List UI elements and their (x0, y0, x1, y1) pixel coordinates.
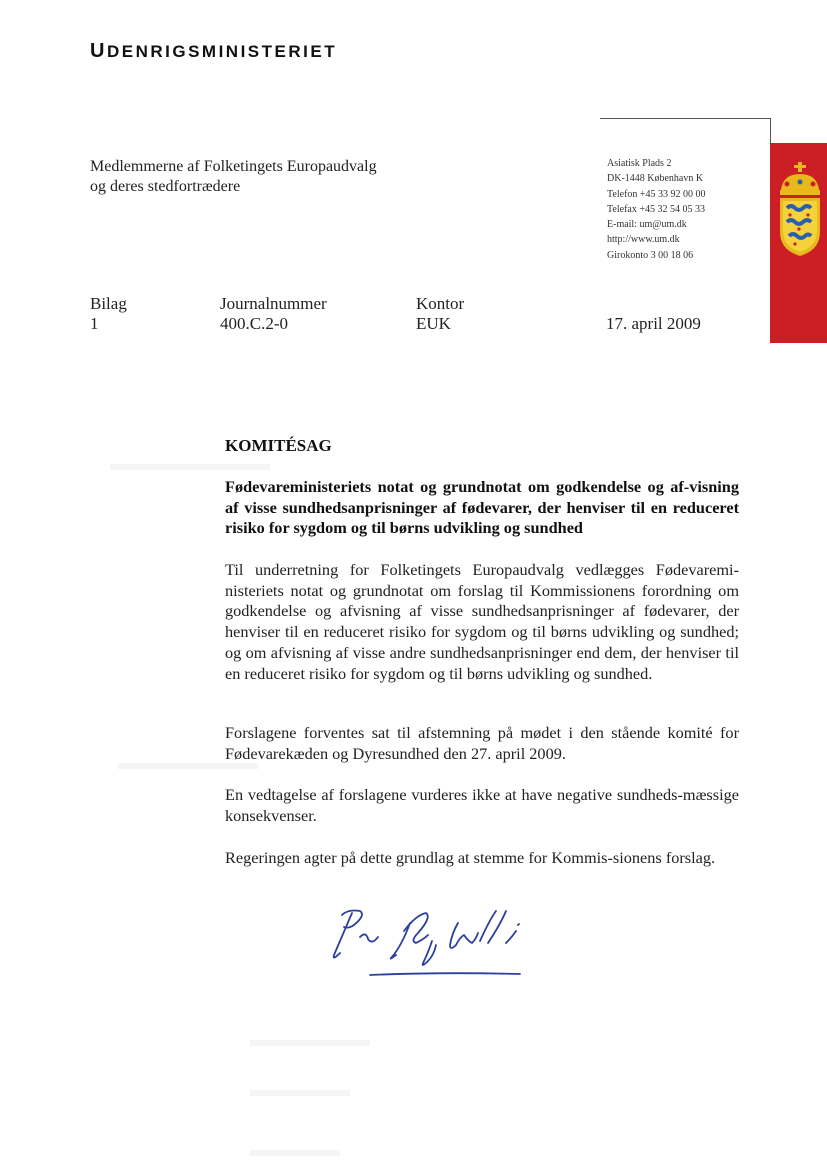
kontor-label: Kontor (416, 294, 465, 313)
journal-label: Journalnummer (220, 294, 327, 313)
show-through-mark (118, 763, 258, 769)
address-rule (770, 118, 771, 146)
show-through-mark (250, 1090, 350, 1096)
handwritten-signature (320, 895, 550, 990)
show-through-mark (250, 1150, 340, 1156)
journal-value: 400.C.2-0 (220, 314, 288, 333)
body-paragraph: Til underretning for Folketingets Europaudvalg vedlægges Fødevaremi-nisteriets notat og grundnotat om forslag til Kommissionens forordning om godkendelse og afvisning af visse sundhedsanprisninger af fødevarer, der henviser til en reduceret risiko for sygdom og til børns udvikling og sundhed; og om afvisning af visse andre sundhedsanprisninger end dem, der henviser til en reduceret risiko for sygdom og til børns udvikling og sundhed. (225, 560, 739, 683)
recipient-line: Medlemmerne af Folketingets Europaudvalg (90, 158, 377, 175)
show-through-mark (250, 1040, 370, 1046)
recipient-line: og deres stedfortrædere (90, 178, 241, 195)
address-line: E-mail: um@um.dk (607, 219, 687, 231)
bilag-label: Bilag (90, 294, 127, 313)
ministry-name: UDENRIGSMINISTERIET (90, 40, 338, 62)
kontor-value: EUK (416, 314, 451, 333)
body-paragraph: En vedtagelse af forslagene vurderes ikke at have negative sundheds-mæssige konsekvenser. (225, 785, 739, 825)
coat-of-arms-icon (775, 160, 825, 260)
show-through-mark (110, 464, 270, 470)
address-line: Girokonto 3 00 18 06 (607, 249, 694, 261)
letter-date: 17. april 2009 (606, 314, 701, 333)
address-block (607, 156, 706, 263)
address-rule (600, 118, 770, 119)
recipient-block (90, 157, 377, 197)
subject-line: Fødevareministeriets notat og grundnotat om godkendelse og af-visning af visse sundhedsanprisninger af fødevarer, der henviser til en reduceret risiko for sygdom og til børns udvikling og sundhed (225, 477, 739, 537)
address-line: DK-1448 København K (607, 173, 704, 185)
address-line: Telefon +45 33 92 00 00 (607, 188, 706, 200)
address-line: Telefax +45 32 54 05 33 (607, 203, 705, 215)
bilag-value: 1 (90, 314, 99, 333)
address-line: Asiatisk Plads 2 (607, 158, 672, 169)
body-paragraph: Regeringen agter på dette grundlag at stemme for Kommis-sionens forslag. (225, 848, 716, 867)
document-heading: KOMITÉSAG (225, 436, 332, 455)
body-paragraph: Forslagene forventes sat til afstemning på mødet i den stående komité for Fødevarekæden og Dyresundhed den 27. april 2009. (225, 723, 739, 763)
address-line: http://www.um.dk (607, 234, 680, 246)
